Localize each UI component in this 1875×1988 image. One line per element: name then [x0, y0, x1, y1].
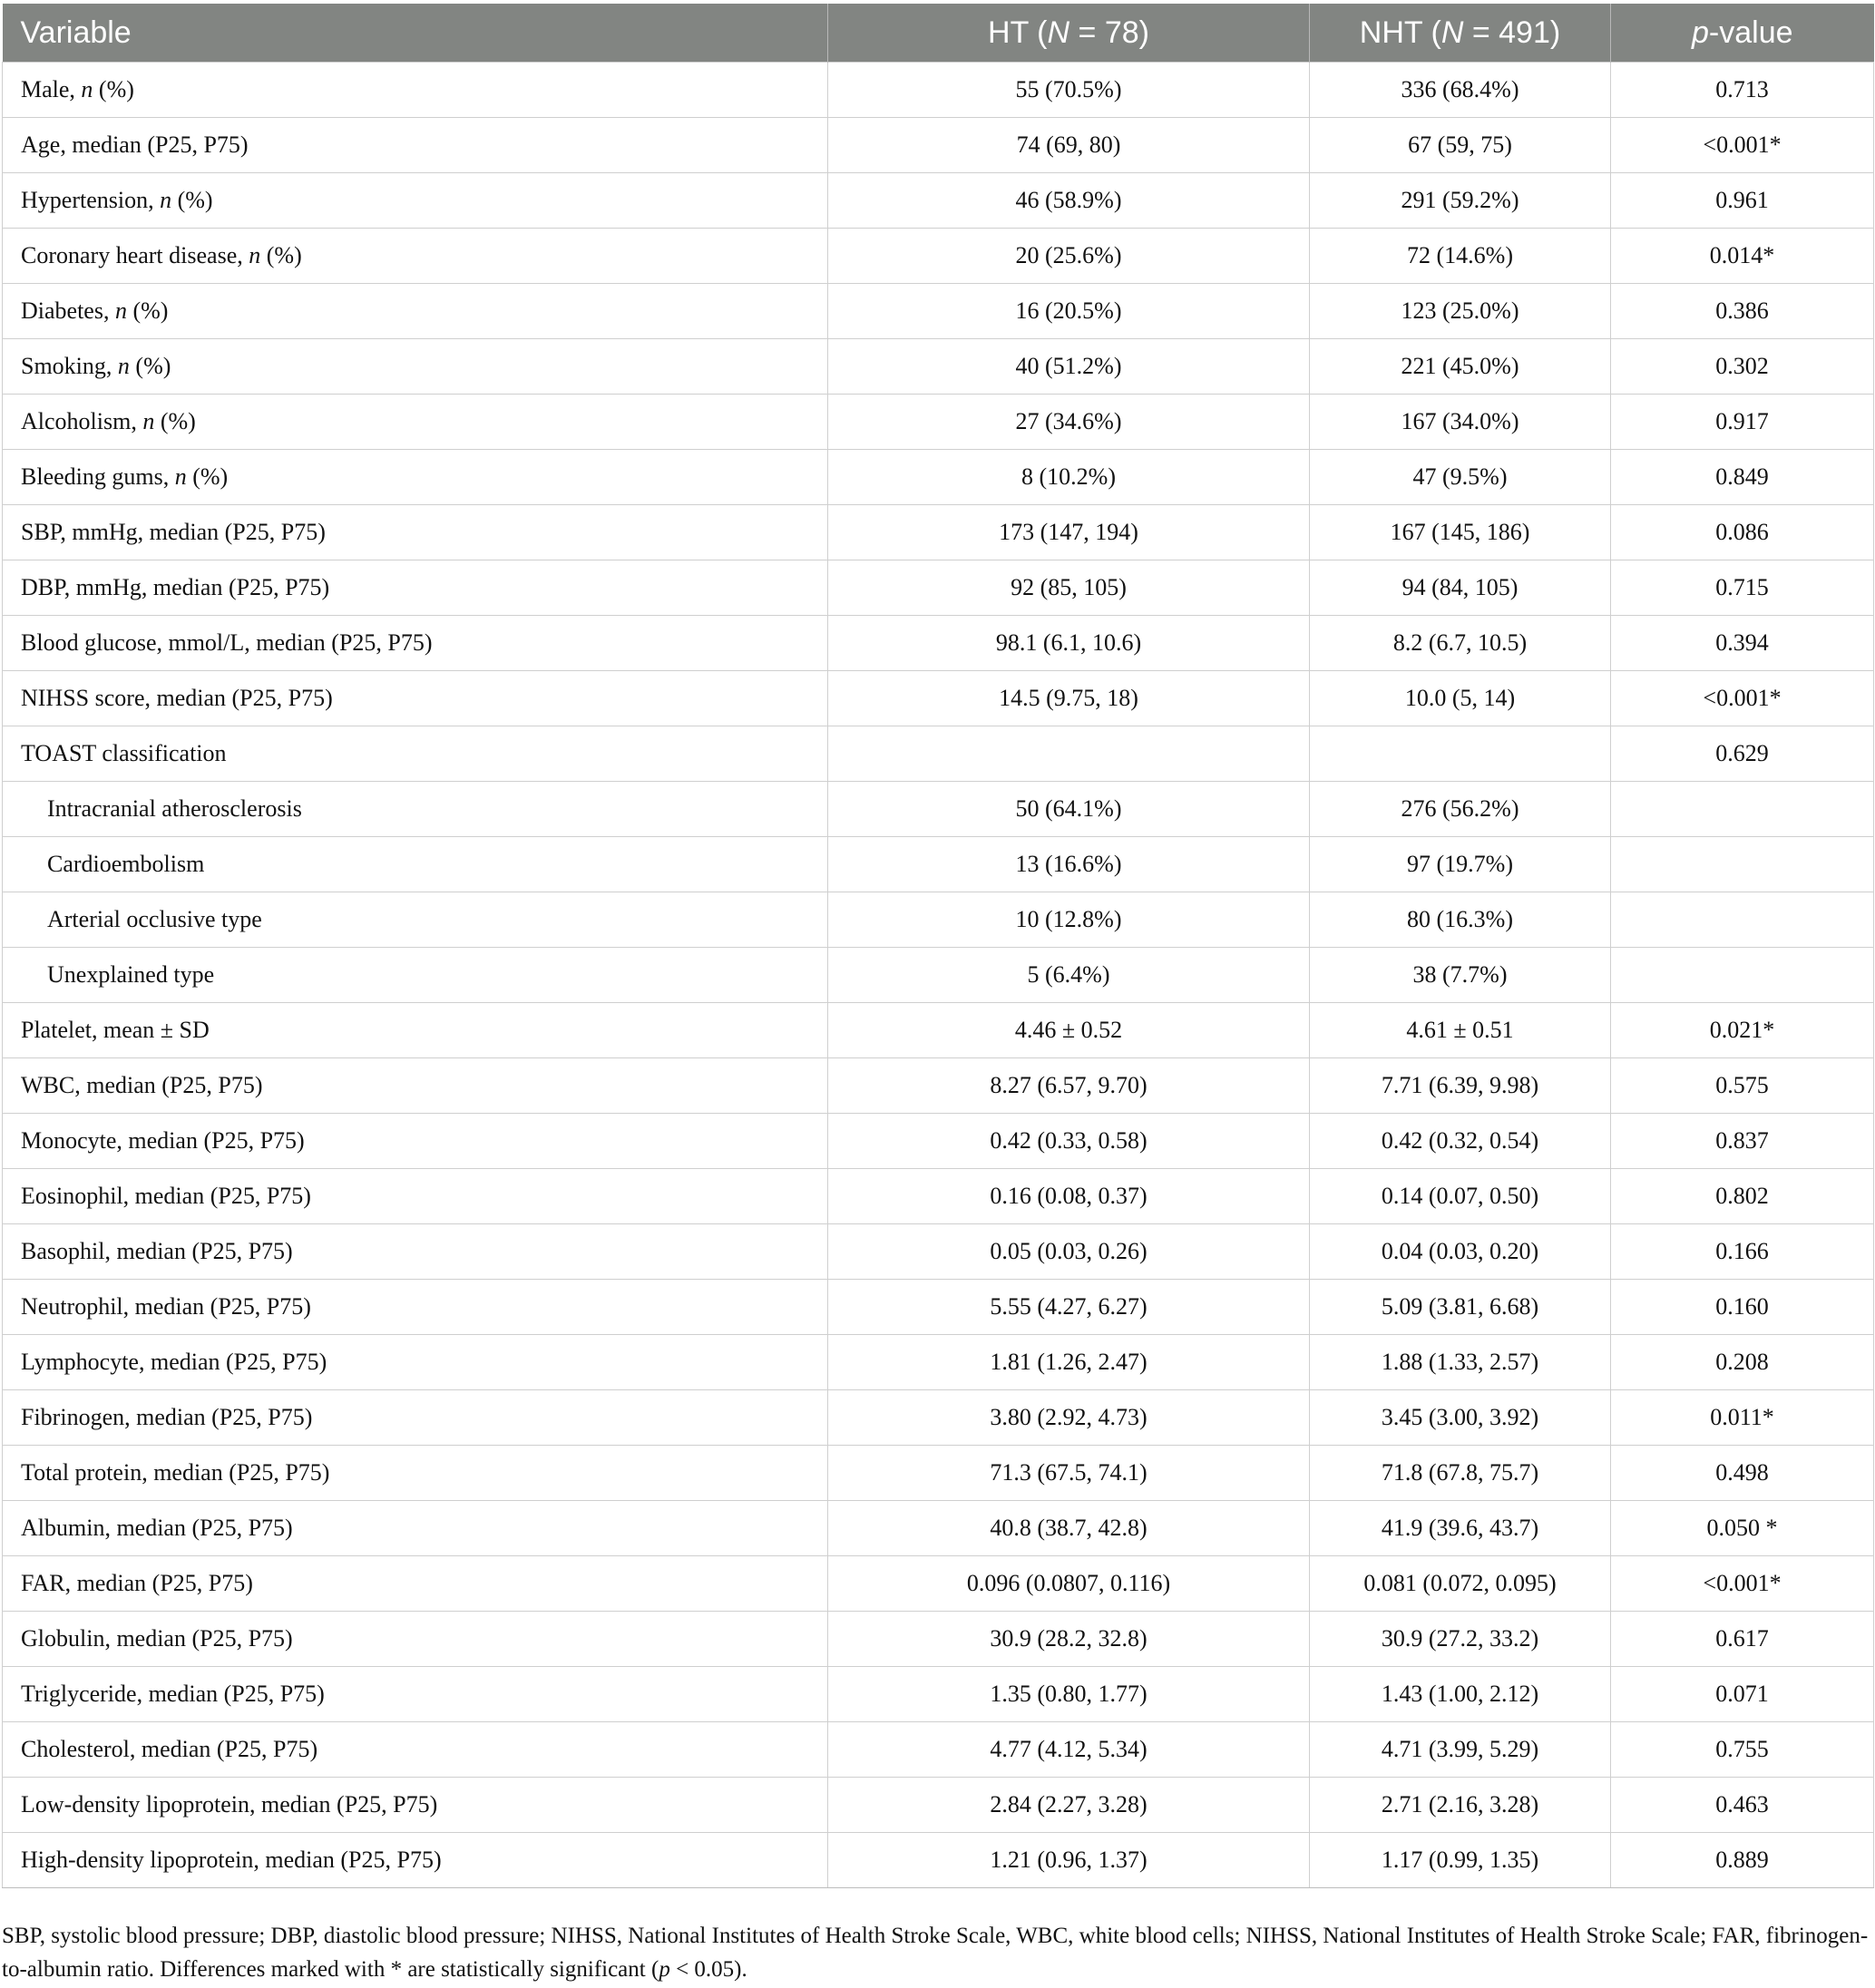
p-value-cell: 0.014* — [1611, 229, 1874, 284]
variable-cell: FAR, median (P25, P75) — [3, 1556, 828, 1612]
nht-value-cell: 38 (7.7%) — [1310, 948, 1611, 1003]
table-row — [3, 1556, 1874, 1612]
p-value-cell: 0.889 — [1611, 1833, 1874, 1888]
table-row — [3, 395, 1874, 450]
p-value-cell: 0.386 — [1611, 284, 1874, 339]
nht-value-cell: 7.71 (6.39, 9.98) — [1310, 1058, 1611, 1114]
table-row — [3, 616, 1874, 671]
nht-value-cell: 71.8 (67.8, 75.7) — [1310, 1446, 1611, 1501]
table-body — [3, 63, 1874, 1888]
variable-cell: Blood glucose, mmol/L, median (P25, P75) — [3, 616, 828, 671]
p-value-cell — [1611, 948, 1874, 1003]
nht-value-cell: 41.9 (39.6, 43.7) — [1310, 1501, 1611, 1556]
p-value-cell: 0.021* — [1611, 1003, 1874, 1058]
variable-cell: Male, n (%) — [3, 63, 828, 118]
ht-value-cell: 50 (64.1%) — [828, 782, 1310, 837]
nht-value-cell: 221 (45.0%) — [1310, 339, 1611, 395]
table-row — [3, 1003, 1874, 1058]
table-row — [3, 837, 1874, 892]
nht-value-cell: 336 (68.4%) — [1310, 63, 1611, 118]
ht-value-cell: 71.3 (67.5, 74.1) — [828, 1446, 1310, 1501]
variable-cell: Neutrophil, median (P25, P75) — [3, 1280, 828, 1335]
table-row — [3, 1114, 1874, 1169]
p-value-cell: 0.208 — [1611, 1335, 1874, 1390]
ht-value-cell: 1.35 (0.80, 1.77) — [828, 1667, 1310, 1722]
nht-value-cell: 1.17 (0.99, 1.35) — [1310, 1833, 1611, 1888]
table-row — [3, 1501, 1874, 1556]
table-row — [3, 1446, 1874, 1501]
p-value-cell: <0.001* — [1611, 1556, 1874, 1612]
variable-cell: WBC, median (P25, P75) — [3, 1058, 828, 1114]
table-row — [3, 1833, 1874, 1888]
header-ht: HT (N = 78) — [828, 4, 1310, 63]
variable-cell: SBP, mmHg, median (P25, P75) — [3, 505, 828, 560]
nht-value-cell: 10.0 (5, 14) — [1310, 671, 1611, 726]
p-value-cell: 0.629 — [1611, 726, 1874, 782]
header-variable: Variable — [3, 4, 828, 63]
variable-cell: Globulin, median (P25, P75) — [3, 1612, 828, 1667]
ht-value-cell: 74 (69, 80) — [828, 118, 1310, 173]
ht-value-cell: 20 (25.6%) — [828, 229, 1310, 284]
table-row — [3, 726, 1874, 782]
variable-cell: Platelet, mean ± SD — [3, 1003, 828, 1058]
variable-cell: Albumin, median (P25, P75) — [3, 1501, 828, 1556]
p-value-cell: 0.394 — [1611, 616, 1874, 671]
ht-value-cell: 1.81 (1.26, 2.47) — [828, 1335, 1310, 1390]
ht-value-cell: 14.5 (9.75, 18) — [828, 671, 1310, 726]
table-row — [3, 63, 1874, 118]
variable-cell: Intracranial atherosclerosis — [3, 782, 828, 837]
nht-value-cell: 30.9 (27.2, 33.2) — [1310, 1612, 1611, 1667]
ht-value-cell: 5 (6.4%) — [828, 948, 1310, 1003]
nht-value-cell: 1.43 (1.00, 2.12) — [1310, 1667, 1611, 1722]
table-row — [3, 560, 1874, 616]
p-value-cell: <0.001* — [1611, 118, 1874, 173]
table-header-row — [3, 4, 1874, 63]
nht-value-cell: 1.88 (1.33, 2.57) — [1310, 1335, 1611, 1390]
table-row — [3, 1335, 1874, 1390]
table-row — [3, 1169, 1874, 1224]
nht-value-cell: 2.71 (2.16, 3.28) — [1310, 1778, 1611, 1833]
ht-value-cell: 3.80 (2.92, 4.73) — [828, 1390, 1310, 1446]
table-row — [3, 1612, 1874, 1667]
characteristics-table — [2, 4, 1874, 1888]
p-value-cell: 0.713 — [1611, 63, 1874, 118]
ht-value-cell: 4.77 (4.12, 5.34) — [828, 1722, 1310, 1778]
variable-cell: High-density lipoprotein, median (P25, P75) — [3, 1833, 828, 1888]
nht-value-cell: 80 (16.3%) — [1310, 892, 1611, 948]
p-value-cell: 0.802 — [1611, 1169, 1874, 1224]
ht-value-cell: 92 (85, 105) — [828, 560, 1310, 616]
variable-cell: Total protein, median (P25, P75) — [3, 1446, 828, 1501]
table-row — [3, 1722, 1874, 1778]
table-row — [3, 118, 1874, 173]
table-row — [3, 1778, 1874, 1833]
ht-value-cell: 5.55 (4.27, 6.27) — [828, 1280, 1310, 1335]
nht-value-cell: 276 (56.2%) — [1310, 782, 1611, 837]
p-value-cell: 0.617 — [1611, 1612, 1874, 1667]
nht-value-cell: 67 (59, 75) — [1310, 118, 1611, 173]
p-value-cell: 0.961 — [1611, 173, 1874, 229]
table-row — [3, 1224, 1874, 1280]
table-row — [3, 1058, 1874, 1114]
variable-cell: Smoking, n (%) — [3, 339, 828, 395]
nht-value-cell: 5.09 (3.81, 6.68) — [1310, 1280, 1611, 1335]
nht-value-cell: 167 (34.0%) — [1310, 395, 1611, 450]
nht-value-cell: 4.71 (3.99, 5.29) — [1310, 1722, 1611, 1778]
p-value-cell: 0.715 — [1611, 560, 1874, 616]
p-value-cell: 0.086 — [1611, 505, 1874, 560]
variable-cell: TOAST classification — [3, 726, 828, 782]
table-row — [3, 671, 1874, 726]
table-row — [3, 782, 1874, 837]
p-value-cell: <0.001* — [1611, 671, 1874, 726]
table-row — [3, 229, 1874, 284]
p-value-cell: 0.498 — [1611, 1446, 1874, 1501]
p-value-cell: 0.011* — [1611, 1390, 1874, 1446]
variable-cell: Basophil, median (P25, P75) — [3, 1224, 828, 1280]
ht-value-cell: 30.9 (28.2, 32.8) — [828, 1612, 1310, 1667]
table-footnote: SBP, systolic blood pressure; DBP, diastolic blood pressure; NIHSS, National Institutes of Health Stroke Scale, WBC, white blood cells; NIHSS, National Institutes of Health Stroke Scale; FAR, fibrinogen-to-albumin ratio. Differences marked with * are statistically significant (p < 0.05). — [2, 1924, 1869, 1982]
p-value-cell: 0.071 — [1611, 1667, 1874, 1722]
p-value-cell — [1611, 892, 1874, 948]
p-value-cell: 0.849 — [1611, 450, 1874, 505]
nht-value-cell: 167 (145, 186) — [1310, 505, 1611, 560]
p-value-cell: 0.575 — [1611, 1058, 1874, 1114]
header-p-value: p-value — [1611, 4, 1874, 63]
nht-value-cell — [1310, 726, 1611, 782]
variable-cell: Eosinophil, median (P25, P75) — [3, 1169, 828, 1224]
table-row — [3, 1280, 1874, 1335]
variable-cell: Bleeding gums, n (%) — [3, 450, 828, 505]
nht-value-cell: 4.61 ± 0.51 — [1310, 1003, 1611, 1058]
variable-cell: Fibrinogen, median (P25, P75) — [3, 1390, 828, 1446]
nht-value-cell: 0.04 (0.03, 0.20) — [1310, 1224, 1611, 1280]
header-nht: NHT (N = 491) — [1310, 4, 1611, 63]
p-value-cell: 0.166 — [1611, 1224, 1874, 1280]
variable-cell: NIHSS score, median (P25, P75) — [3, 671, 828, 726]
ht-value-cell: 0.16 (0.08, 0.37) — [828, 1169, 1310, 1224]
ht-value-cell: 8.27 (6.57, 9.70) — [828, 1058, 1310, 1114]
nht-value-cell: 94 (84, 105) — [1310, 560, 1611, 616]
p-value-cell: 0.302 — [1611, 339, 1874, 395]
ht-value-cell: 0.42 (0.33, 0.58) — [828, 1114, 1310, 1169]
ht-value-cell: 13 (16.6%) — [828, 837, 1310, 892]
p-value-cell: 0.837 — [1611, 1114, 1874, 1169]
ht-value-cell: 16 (20.5%) — [828, 284, 1310, 339]
ht-value-cell: 4.46 ± 0.52 — [828, 1003, 1310, 1058]
variable-cell: Alcoholism, n (%) — [3, 395, 828, 450]
ht-value-cell: 0.05 (0.03, 0.26) — [828, 1224, 1310, 1280]
table-row — [3, 505, 1874, 560]
variable-cell: Triglyceride, median (P25, P75) — [3, 1667, 828, 1722]
p-value-cell — [1611, 837, 1874, 892]
table-row — [3, 892, 1874, 948]
ht-value-cell: 173 (147, 194) — [828, 505, 1310, 560]
ht-value-cell: 40 (51.2%) — [828, 339, 1310, 395]
table-row — [3, 450, 1874, 505]
table-row — [3, 1390, 1874, 1446]
nht-value-cell: 8.2 (6.7, 10.5) — [1310, 616, 1611, 671]
nht-value-cell: 0.42 (0.32, 0.54) — [1310, 1114, 1611, 1169]
variable-cell: Low-density lipoprotein, median (P25, P75) — [3, 1778, 828, 1833]
variable-cell: Lymphocyte, median (P25, P75) — [3, 1335, 828, 1390]
variable-cell: Cardioembolism — [3, 837, 828, 892]
ht-value-cell: 46 (58.9%) — [828, 173, 1310, 229]
ht-value-cell: 40.8 (38.7, 42.8) — [828, 1501, 1310, 1556]
variable-cell: Unexplained type — [3, 948, 828, 1003]
p-value-cell: 0.160 — [1611, 1280, 1874, 1335]
nht-value-cell: 123 (25.0%) — [1310, 284, 1611, 339]
nht-value-cell: 47 (9.5%) — [1310, 450, 1611, 505]
variable-cell: Arterial occlusive type — [3, 892, 828, 948]
ht-value-cell: 0.096 (0.0807, 0.116) — [828, 1556, 1310, 1612]
ht-value-cell: 10 (12.8%) — [828, 892, 1310, 948]
p-value-cell: 0.463 — [1611, 1778, 1874, 1833]
nht-value-cell: 291 (59.2%) — [1310, 173, 1611, 229]
p-value-cell: 0.755 — [1611, 1722, 1874, 1778]
p-value-cell: 0.917 — [1611, 395, 1874, 450]
p-value-cell — [1611, 782, 1874, 837]
ht-value-cell: 8 (10.2%) — [828, 450, 1310, 505]
variable-cell: Monocyte, median (P25, P75) — [3, 1114, 828, 1169]
variable-cell: Cholesterol, median (P25, P75) — [3, 1722, 828, 1778]
ht-value-cell: 2.84 (2.27, 3.28) — [828, 1778, 1310, 1833]
table-row — [3, 948, 1874, 1003]
nht-value-cell: 72 (14.6%) — [1310, 229, 1611, 284]
nht-value-cell: 97 (19.7%) — [1310, 837, 1611, 892]
nht-value-cell: 0.14 (0.07, 0.50) — [1310, 1169, 1611, 1224]
variable-cell: Hypertension, n (%) — [3, 173, 828, 229]
p-value-cell: 0.050 * — [1611, 1501, 1874, 1556]
variable-cell: Diabetes, n (%) — [3, 284, 828, 339]
ht-value-cell — [828, 726, 1310, 782]
table-row — [3, 339, 1874, 395]
table-row — [3, 1667, 1874, 1722]
variable-cell: Age, median (P25, P75) — [3, 118, 828, 173]
ht-value-cell: 98.1 (6.1, 10.6) — [828, 616, 1310, 671]
variable-cell: Coronary heart disease, n (%) — [3, 229, 828, 284]
nht-value-cell: 0.081 (0.072, 0.095) — [1310, 1556, 1611, 1612]
nht-value-cell: 3.45 (3.00, 3.92) — [1310, 1390, 1611, 1446]
table-row — [3, 173, 1874, 229]
table-row — [3, 284, 1874, 339]
ht-value-cell: 1.21 (0.96, 1.37) — [828, 1833, 1310, 1888]
ht-value-cell: 55 (70.5%) — [828, 63, 1310, 118]
variable-cell: DBP, mmHg, median (P25, P75) — [3, 560, 828, 616]
ht-value-cell: 27 (34.6%) — [828, 395, 1310, 450]
